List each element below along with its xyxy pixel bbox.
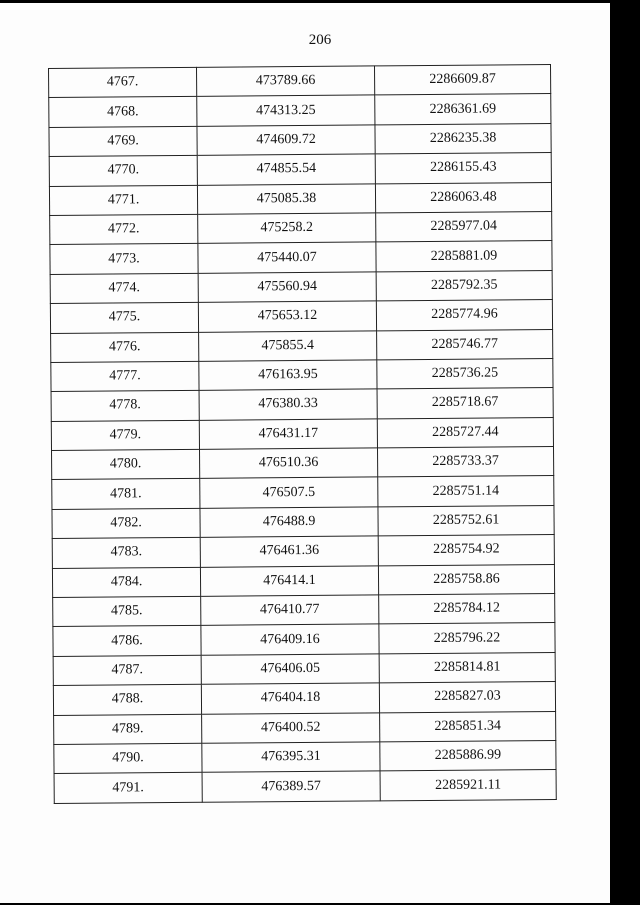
point-number-cell: 4791. <box>54 773 202 804</box>
point-number-cell: 4773. <box>50 244 198 275</box>
x-coordinate-cell: 474313.25 <box>197 95 375 126</box>
point-number-cell: 4772. <box>50 214 198 245</box>
y-coordinate-cell: 2285752.61 <box>378 505 554 536</box>
table-row <box>52 447 554 480</box>
table-row <box>54 770 556 803</box>
x-coordinate-cell: 476409.16 <box>201 624 379 655</box>
x-coordinate-cell: 476380.33 <box>199 389 377 420</box>
y-coordinate-cell: 2286155.43 <box>375 153 551 184</box>
y-coordinate-cell: 2285881.09 <box>376 241 552 272</box>
point-number-cell: 4780. <box>52 449 200 480</box>
x-coordinate-cell: 476389.57 <box>202 771 380 802</box>
point-number-cell: 4786. <box>53 626 201 657</box>
y-coordinate-cell: 2285851.34 <box>380 711 556 742</box>
table-row <box>52 564 554 597</box>
x-coordinate-cell: 474855.54 <box>197 154 375 185</box>
x-coordinate-cell: 475440.07 <box>198 242 376 273</box>
x-coordinate-cell: 476414.1 <box>200 566 378 597</box>
y-coordinate-cell: 2285751.14 <box>378 476 554 507</box>
y-coordinate-cell: 2285718.67 <box>377 388 553 419</box>
point-number-cell: 4778. <box>51 391 199 422</box>
x-coordinate-cell: 475258.2 <box>198 213 376 244</box>
y-coordinate-cell: 2286609.87 <box>374 65 550 96</box>
point-number-cell: 4781. <box>52 479 200 510</box>
x-coordinate-cell: 476461.36 <box>200 536 378 567</box>
y-coordinate-cell: 2286235.38 <box>375 123 551 154</box>
y-coordinate-cell: 2285792.35 <box>376 270 552 301</box>
y-coordinate-cell: 2286063.48 <box>375 182 551 213</box>
y-coordinate-cell: 2285814.81 <box>379 652 555 683</box>
table-row <box>50 270 552 303</box>
y-coordinate-cell: 2285733.37 <box>377 447 553 478</box>
x-coordinate-cell: 476163.95 <box>199 360 377 391</box>
table-row <box>52 535 554 568</box>
x-coordinate-cell: 475085.38 <box>197 183 375 214</box>
table-row <box>50 300 552 333</box>
y-coordinate-cell: 2286361.69 <box>375 94 551 125</box>
coordinates-table-container <box>48 64 556 804</box>
x-coordinate-cell: 476431.17 <box>199 419 377 450</box>
table-row <box>50 212 552 245</box>
x-coordinate-cell: 476510.36 <box>200 448 378 479</box>
table-row <box>49 123 551 156</box>
coordinates-table-body <box>49 65 557 804</box>
x-coordinate-cell: 476400.52 <box>202 713 380 744</box>
table-row <box>52 505 554 538</box>
table-row <box>51 329 553 362</box>
point-number-cell: 4776. <box>51 332 199 363</box>
y-coordinate-cell: 2285921.11 <box>380 770 556 801</box>
page-number: 206 <box>308 32 332 48</box>
table-row <box>51 388 553 421</box>
x-coordinate-cell: 475855.4 <box>199 330 377 361</box>
y-coordinate-cell: 2285758.86 <box>378 564 554 595</box>
point-number-cell: 4789. <box>54 714 202 745</box>
x-coordinate-cell: 476404.18 <box>201 683 379 714</box>
coordinates-table <box>48 64 557 804</box>
x-coordinate-cell: 476395.31 <box>202 742 380 773</box>
point-number-cell: 4787. <box>53 655 201 686</box>
point-number-cell: 4771. <box>49 185 197 216</box>
point-number-cell: 4777. <box>51 361 199 392</box>
table-row <box>53 623 555 656</box>
point-number-cell: 4783. <box>52 538 200 569</box>
table-row <box>54 741 556 774</box>
y-coordinate-cell: 2285796.22 <box>379 623 555 654</box>
table-row <box>53 652 555 685</box>
x-coordinate-cell: 476507.5 <box>200 477 378 508</box>
scan-border-top <box>0 0 640 3</box>
table-row <box>53 594 555 627</box>
y-coordinate-cell: 2285977.04 <box>376 212 552 243</box>
scan-border-right <box>610 0 640 905</box>
point-number-cell: 4767. <box>49 67 197 98</box>
table-row <box>50 241 552 274</box>
x-coordinate-cell: 475560.94 <box>198 272 376 303</box>
table-row <box>49 65 551 98</box>
table-row <box>49 153 551 186</box>
point-number-cell: 4768. <box>49 97 197 128</box>
y-coordinate-cell: 2285774.96 <box>376 300 552 331</box>
point-number-cell: 4770. <box>49 156 197 187</box>
point-number-cell: 4790. <box>54 743 202 774</box>
point-number-cell: 4788. <box>53 685 201 716</box>
table-row <box>54 711 556 744</box>
y-coordinate-cell: 2285827.03 <box>379 682 555 713</box>
table-row <box>49 94 551 127</box>
y-coordinate-cell: 2285727.44 <box>377 417 553 448</box>
table-row <box>53 682 555 715</box>
point-number-cell: 4779. <box>51 420 199 451</box>
point-number-cell: 4774. <box>50 273 198 304</box>
point-number-cell: 4775. <box>50 302 198 333</box>
x-coordinate-cell: 475653.12 <box>198 301 376 332</box>
table-row <box>51 417 553 450</box>
y-coordinate-cell: 2285886.99 <box>380 741 556 772</box>
table-row <box>49 182 551 215</box>
bottom-rule <box>88 903 608 904</box>
x-coordinate-cell: 476410.77 <box>201 595 379 626</box>
y-coordinate-cell: 2285746.77 <box>377 329 553 360</box>
point-number-cell: 4769. <box>49 126 197 157</box>
point-number-cell: 4785. <box>53 596 201 627</box>
x-coordinate-cell: 473789.66 <box>196 66 374 97</box>
table-row <box>51 358 553 391</box>
x-coordinate-cell: 476406.05 <box>201 654 379 685</box>
y-coordinate-cell: 2285736.25 <box>377 358 553 389</box>
y-coordinate-cell: 2285784.12 <box>379 594 555 625</box>
x-coordinate-cell: 474609.72 <box>197 125 375 156</box>
y-coordinate-cell: 2285754.92 <box>378 535 554 566</box>
point-number-cell: 4784. <box>52 567 200 598</box>
table-row <box>52 476 554 509</box>
point-number-cell: 4782. <box>52 508 200 539</box>
x-coordinate-cell: 476488.9 <box>200 507 378 538</box>
